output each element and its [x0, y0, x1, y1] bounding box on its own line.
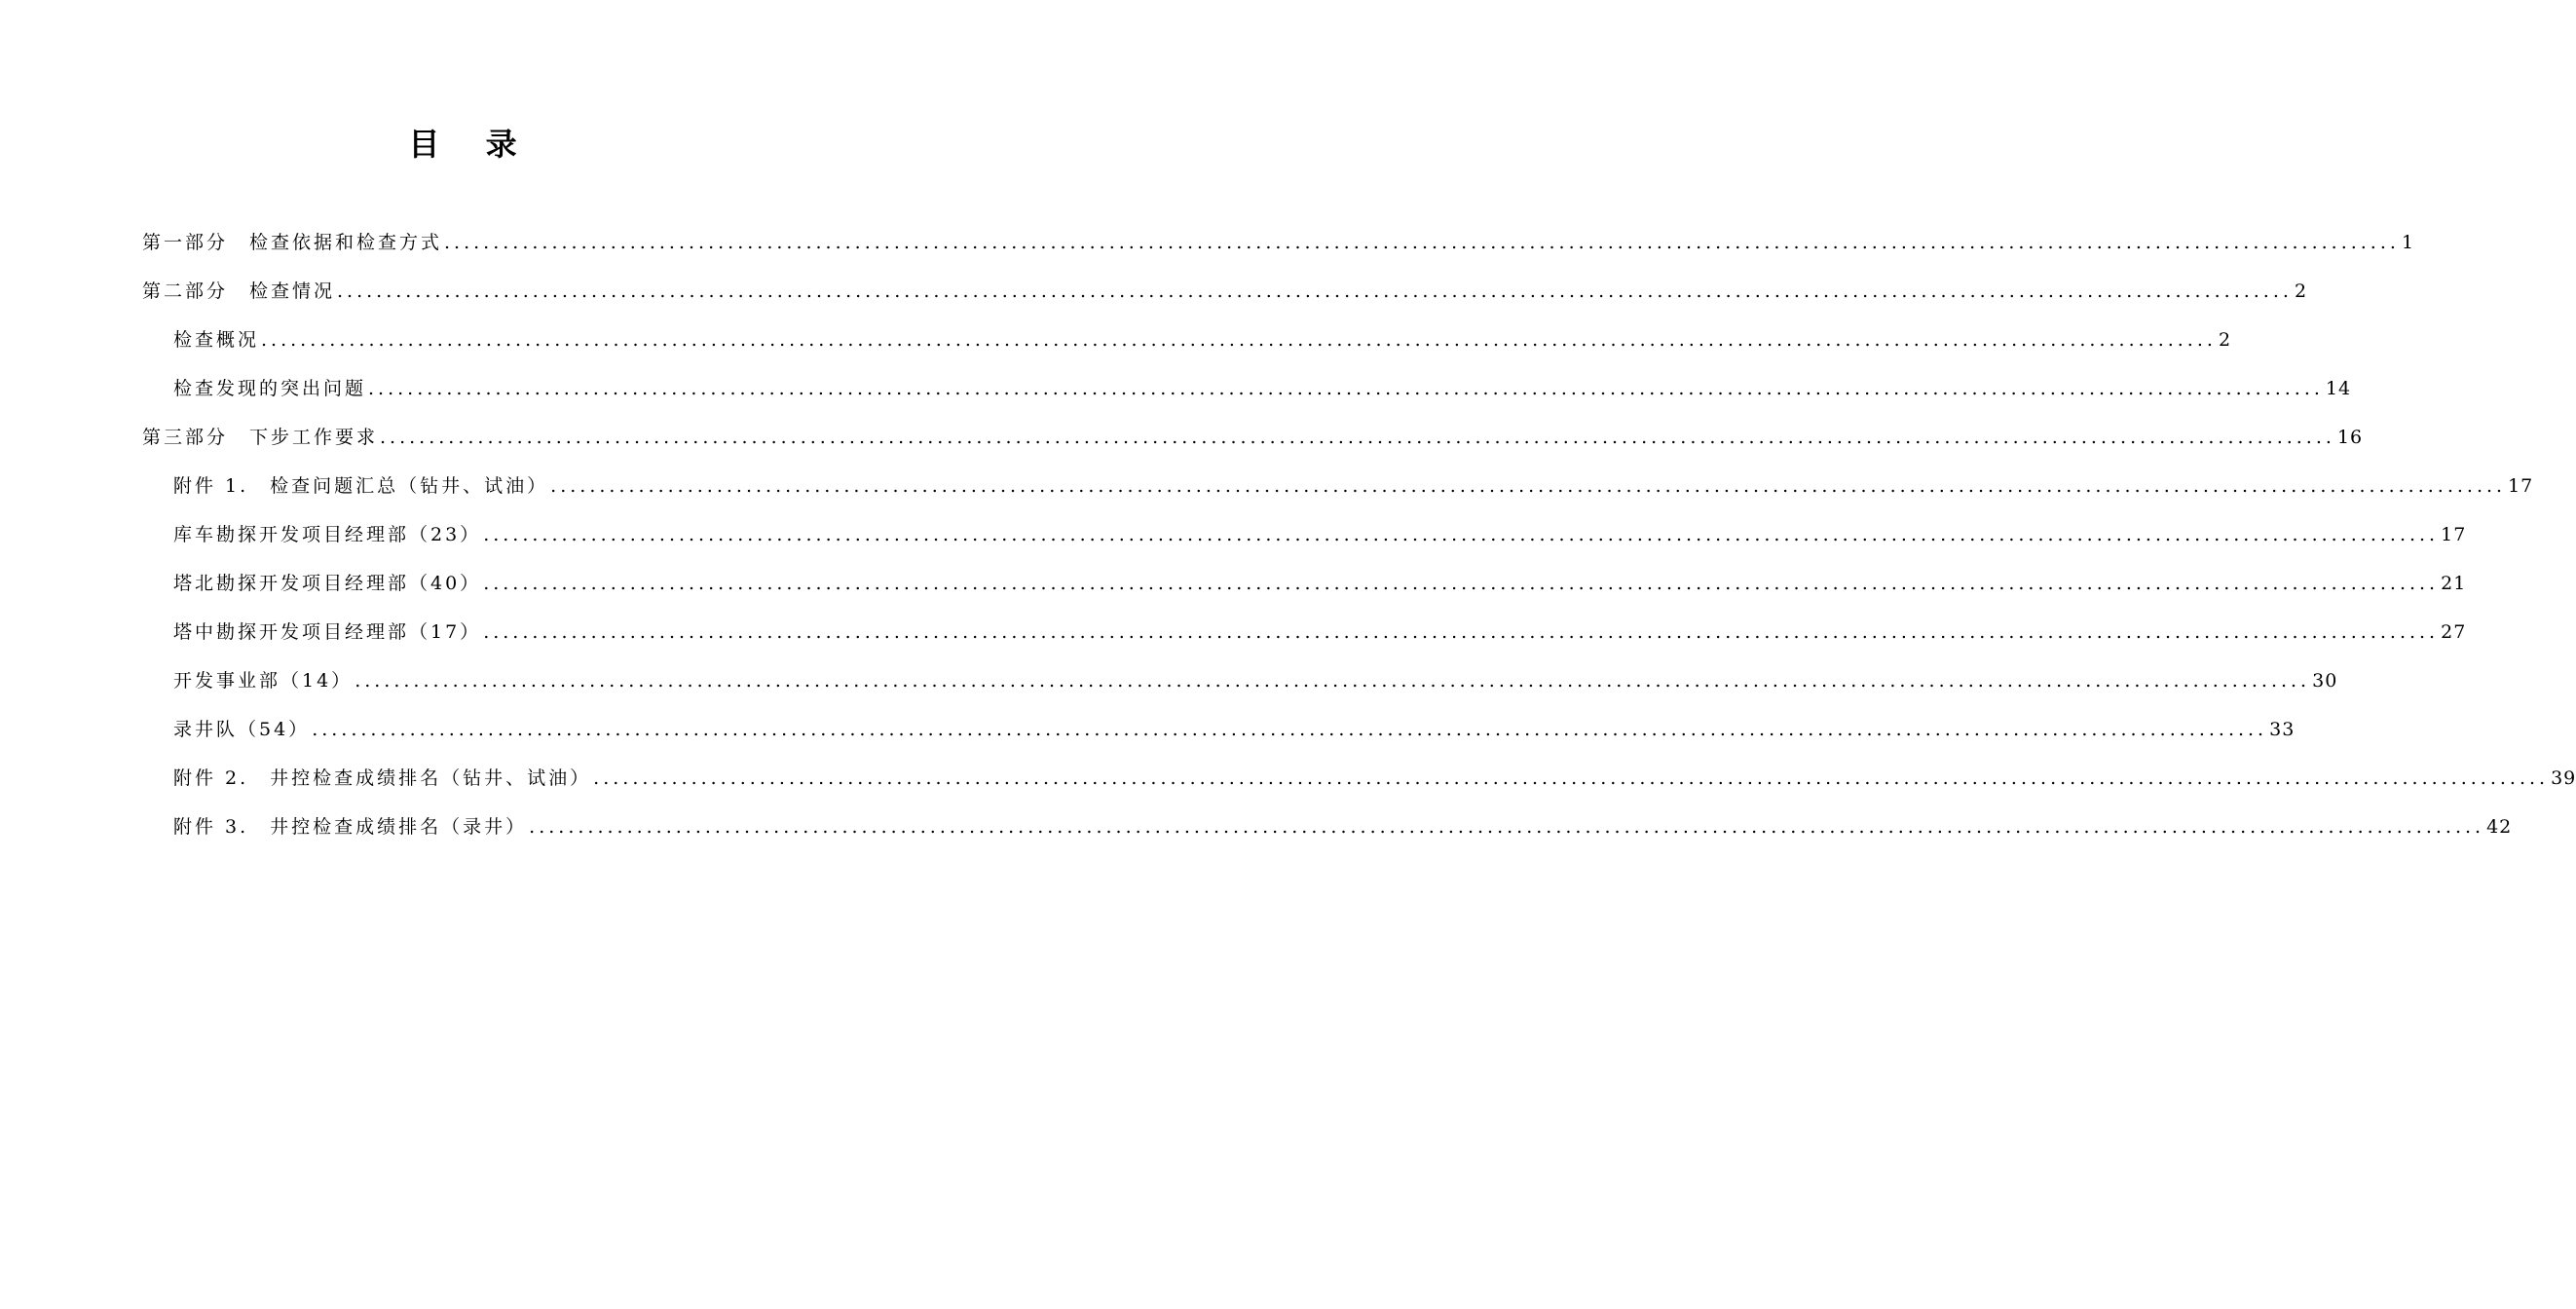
toc-entry-page: 17 [2508, 475, 2534, 497]
toc-entry[interactable] [142, 656, 2338, 705]
toc-entry[interactable] [142, 364, 2352, 413]
toc-entry[interactable] [142, 316, 2232, 364]
toc-entry-page: 33 [2269, 719, 2296, 740]
toc-entry[interactable] [142, 754, 2576, 803]
toc-entry[interactable] [142, 267, 2308, 316]
toc-entry-label: 塔中勘探开发项目经理部（17） [173, 621, 482, 643]
toc-entry[interactable] [142, 559, 2467, 608]
toc-entry-label: 附件 1. 检查问题汇总（钻井、试油） [173, 475, 549, 497]
toc-leader-dots: ........................................................................................................................................................................................................ [444, 232, 2400, 253]
toc-leader-dots: ........................................................................................................................................................................................................ [380, 427, 2335, 448]
toc-entry-label: 第三部分 下步工作要求 [142, 427, 379, 448]
toc-entry[interactable] [142, 462, 2534, 510]
toc-entry-page: 14 [2325, 378, 2352, 399]
toc-entry[interactable] [142, 608, 2467, 656]
toc-leader-dots: ........................................................................................................................................................................................................ [593, 767, 2550, 789]
toc-entry-page: 21 [2441, 573, 2467, 594]
toc-entry-label: 检查发现的突出问题 [173, 378, 367, 399]
toc-entry-label: 附件 2. 井控检查成绩排名（钻井、试油） [173, 767, 592, 789]
toc-entry-label: 库车勘探开发项目经理部（23） [173, 524, 482, 545]
toc-entry-label: 第二部分 检查情况 [142, 280, 336, 302]
toc-entry-page: 17 [2441, 524, 2467, 545]
toc-entry-page: 42 [2486, 816, 2513, 838]
toc-entry-page: 2 [2294, 280, 2308, 302]
toc-entry-page: 1 [2401, 232, 2415, 253]
toc-leader-dots: ........................................................................................................................................................................................................ [261, 329, 2217, 351]
toc-entry-label: 检查概况 [173, 329, 260, 351]
toc-leader-dots: ........................................................................................................................................................................................................ [355, 670, 2311, 692]
toc-entry-page: 16 [2336, 427, 2364, 448]
toc-leader-dots: ........................................................................................................................................................................................................ [337, 280, 2293, 302]
toc-entry[interactable] [142, 218, 2415, 267]
toc-entry-label: 塔北勘探开发项目经理部（40） [173, 573, 482, 594]
toc-leader-dots: ........................................................................................................................................................................................................ [483, 573, 2440, 594]
toc-entry-page: 2 [2218, 329, 2232, 351]
toc-leader-dots: ........................................................................................................................................................................................................ [529, 816, 2485, 838]
toc-entry-label: 第一部分 检查依据和检查方式 [142, 232, 443, 253]
page-title: 目 录 [408, 126, 535, 163]
toc-entry-label: 录井队（54） [173, 719, 311, 740]
toc-entry[interactable] [142, 705, 2296, 754]
toc-leader-dots: ........................................................................................................................................................................................................ [483, 524, 2440, 545]
toc-leader-dots: ........................................................................................................................................................................................................ [312, 719, 2268, 740]
table-of-contents [142, 218, 2576, 851]
toc-entry-page: 30 [2312, 670, 2338, 692]
toc-entry-label: 附件 3. 井控检查成绩排名（录井） [173, 816, 528, 838]
toc-entry-page: 39 [2551, 767, 2576, 789]
toc-entry[interactable] [142, 803, 2513, 851]
toc-leader-dots: ........................................................................................................................................................................................................ [550, 475, 2507, 497]
toc-entry[interactable] [142, 510, 2467, 559]
toc-entry-label: 开发事业部（14） [173, 670, 354, 692]
toc-entry[interactable] [142, 413, 2364, 462]
toc-entry-page: 27 [2441, 621, 2467, 643]
toc-leader-dots: ........................................................................................................................................................................................................ [368, 378, 2324, 399]
toc-leader-dots: ........................................................................................................................................................................................................ [483, 621, 2440, 643]
